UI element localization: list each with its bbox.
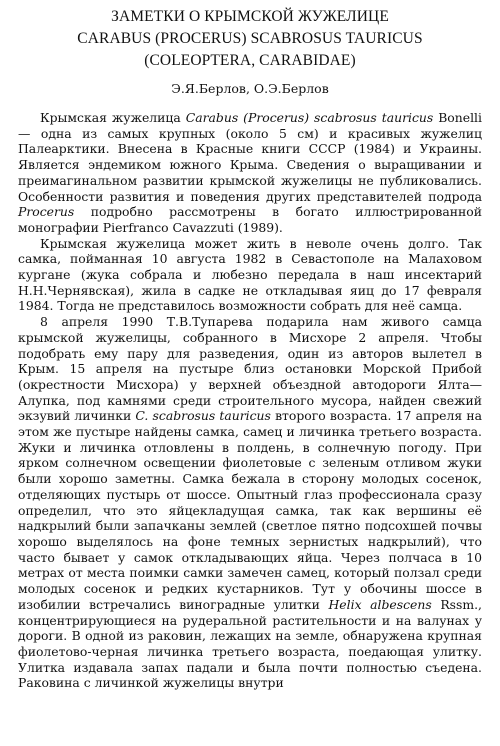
text-run: подробно рассмотрены в богато иллюстрированной монографии Pierfranco Cavazzuti (1989). [18,204,482,235]
title-line-2: CARABUS (PROCERUS) SCABROSUS TAURICUS [77,30,423,47]
italic-term: Procerus [18,204,75,220]
title-line-3: (COLEOPTERA, CARABIDAE) [144,52,356,69]
italic-term: Helix albescens [328,596,432,612]
article-body [18,110,482,691]
paragraph [18,236,482,315]
paragraph [18,314,482,691]
text-run: Bonelli — одна из самых крупных (около 5 см) и красивых жужелиц Палеарктики. Внесена в Красные книги СССР (1984) и Украины. Является эндемиком южного Крыма. Сведения о выращивании и преимагинальном развитии крымской жужелицы не публиковались. Особенности развития и поведения других представителей подрода [18,110,482,204]
title-line-1: ЗАМЕТКИ О КРЫМСКОЙ ЖУЖЕЛИЦЕ [111,8,389,25]
italic-term: C. scabrosus tauricus [135,408,271,424]
text-run: Крымская жужелица может жить в неволе очень долго. Так самка, пойманная 10 августа 1982 в Севастополе на Малаховом кургане (жука собрала и любезно передала в наш инсектарий Н.Н.Чернявская), жила в садке не откладывая яиц до 17 февраля 1984. Тогда не представилось возможности собрать для неё самца. [18,235,482,314]
text-run: второго возраста. 17 апреля на этом же пустыре найдены самка, самец и личинка третьего возраста. Жуки и личинка отловлены в полдень, в солнечную погоду. При ярком солнечном освещении фиолетовые с зеленым отливом жуки были хорошо заметны. Самка бежала в сторону молодых сосенок, отделяющих пустырь от шоссе. Опытный глаз профессионала сразу определил, что это яйцекладущая самка, так как вершины её надкрылий были запачканы землей (светлое пятно подсохшей почвы хорошо выделялось на фоне темных зернистых надкрылий), что часто бывает у самок откладывающих яйца. Через полчаса в 10 метрах от места поимки самки замечен самец, который ползал среди молодых сосенок и редких кустарников. Тут у обочины шоссе в изобилии встречались виноградные улитки [18,408,482,612]
paragraph [18,110,482,236]
text-run: 8 апреля 1990 Т.В.Тупарева подарила нам живого самца крымской жужелицы, собранного в Мисхоре 2 апреля. Чтобы подобрать ему пару для разведения, один из авторов вылетел в Крым. 15 апреля на пустыре близ остановки Морской Прибой (окрестности Мисхора) у верхней объездной автодороги Ялта—Алупка, под камнями среди строительного мусора, найден свежий экзувий личинки [18,314,482,424]
text-run: Rssm., концентрирующиеся на рудеральной растительности и на валунах у дороги. В одной из раковин, лежащих на земле, обнаружена крупная фиолетово-черная личинка третьего возраста, поедающая улитку. Улитка издавала запах падали и была почти полностью съедена. Раковина с личинкой жужелицы внутри [18,596,482,691]
article-authors: Э.Я.Берлов, О.Э.Берлов [171,81,329,96]
article-title [18,6,482,72]
italic-term: Carabus (Procerus) scabrosus tauricus [185,110,434,125]
text-run: Крымская жужелица [40,110,186,125]
